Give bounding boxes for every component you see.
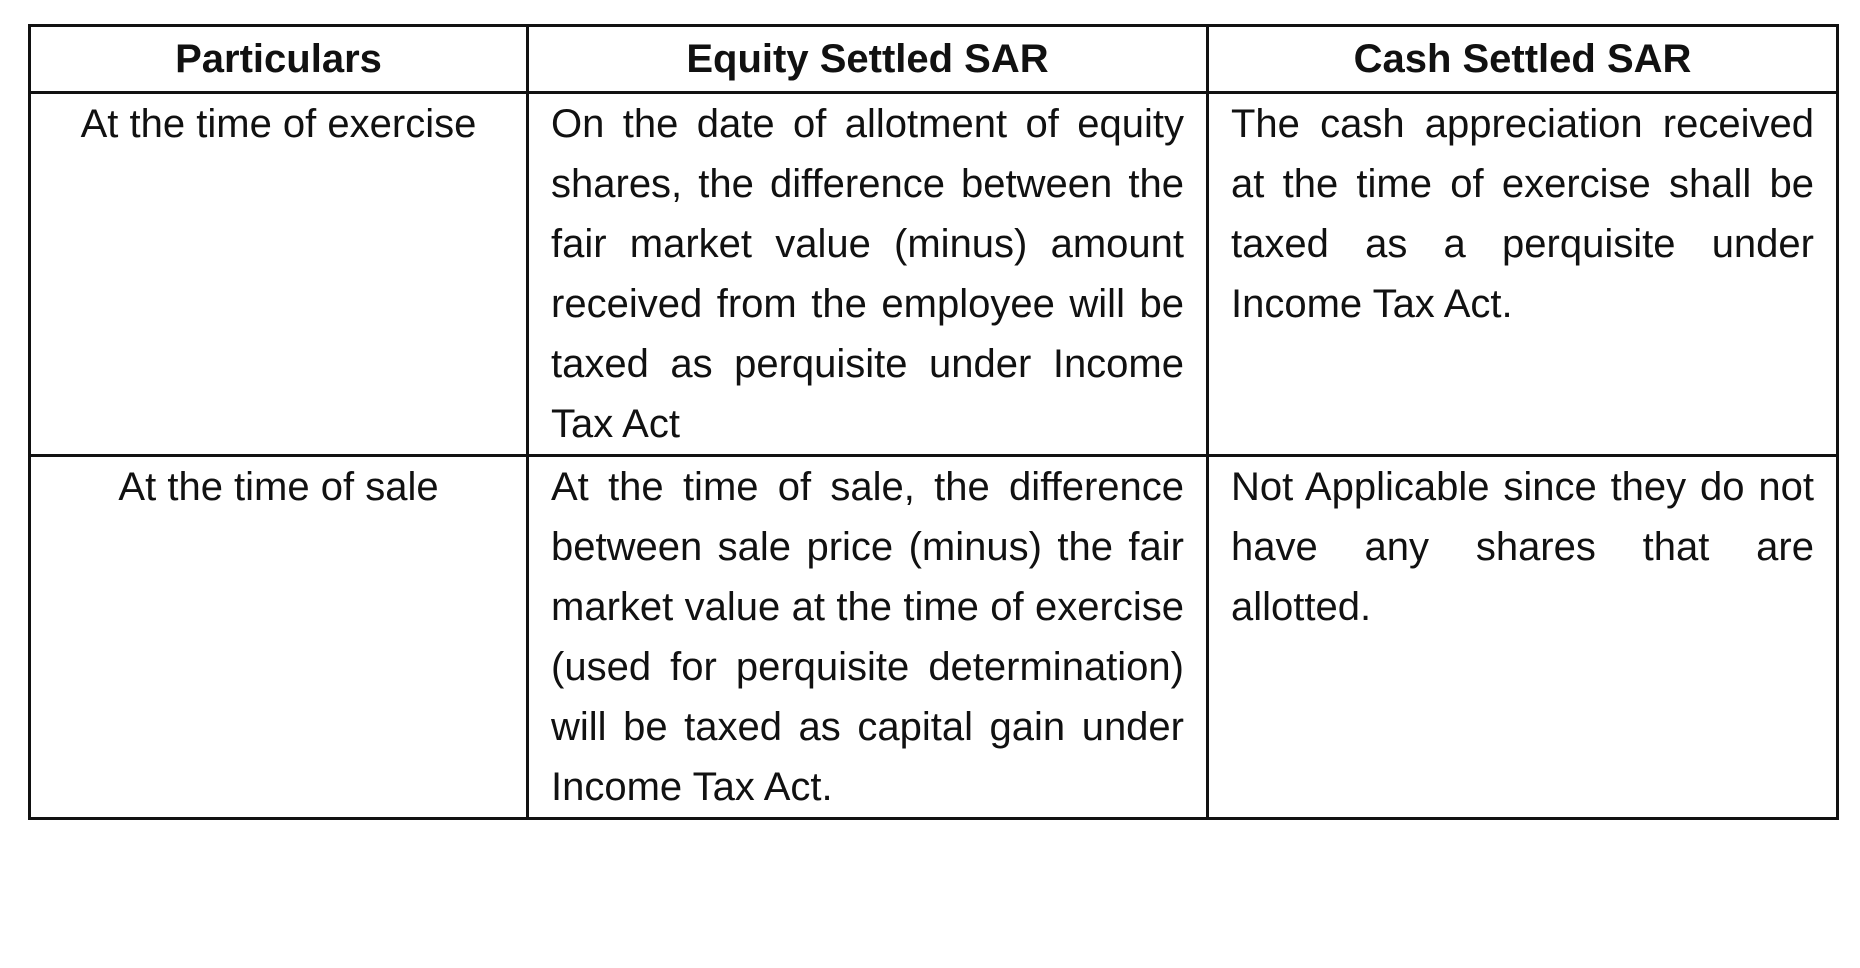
- table-header-row: [30, 26, 1838, 93]
- cell-particular-sale: At the time of sale: [30, 456, 528, 819]
- cell-particular-exercise: At the time of exercise: [30, 93, 528, 456]
- cell-cash-exercise: The cash appreciation received at the time of exercise shall be taxed as a perquisite under Income Tax Act.: [1208, 93, 1838, 456]
- table-row-exercise: [30, 93, 1838, 456]
- cell-equity-exercise: On the date of allotment of equity shares, the difference between the fair market value (minus) amount received from the employee will be taxed as perquisite under Income Tax Act: [528, 93, 1208, 456]
- header-cash-settled-sar: Cash Settled SAR: [1208, 26, 1838, 93]
- comparison-table-container: [28, 24, 1836, 820]
- sar-comparison-table: [28, 24, 1839, 820]
- table-row-sale: [30, 456, 1838, 819]
- cell-cash-sale: Not Applicable since they do not have any shares that are allotted.: [1208, 456, 1838, 819]
- cell-equity-sale: At the time of sale, the difference between sale price (minus) the fair market value at the time of exercise (used for perquisite determination) will be taxed as capital gain under Income Tax Act.: [528, 456, 1208, 819]
- header-equity-settled-sar: Equity Settled SAR: [528, 26, 1208, 93]
- header-particulars: Particulars: [30, 26, 528, 93]
